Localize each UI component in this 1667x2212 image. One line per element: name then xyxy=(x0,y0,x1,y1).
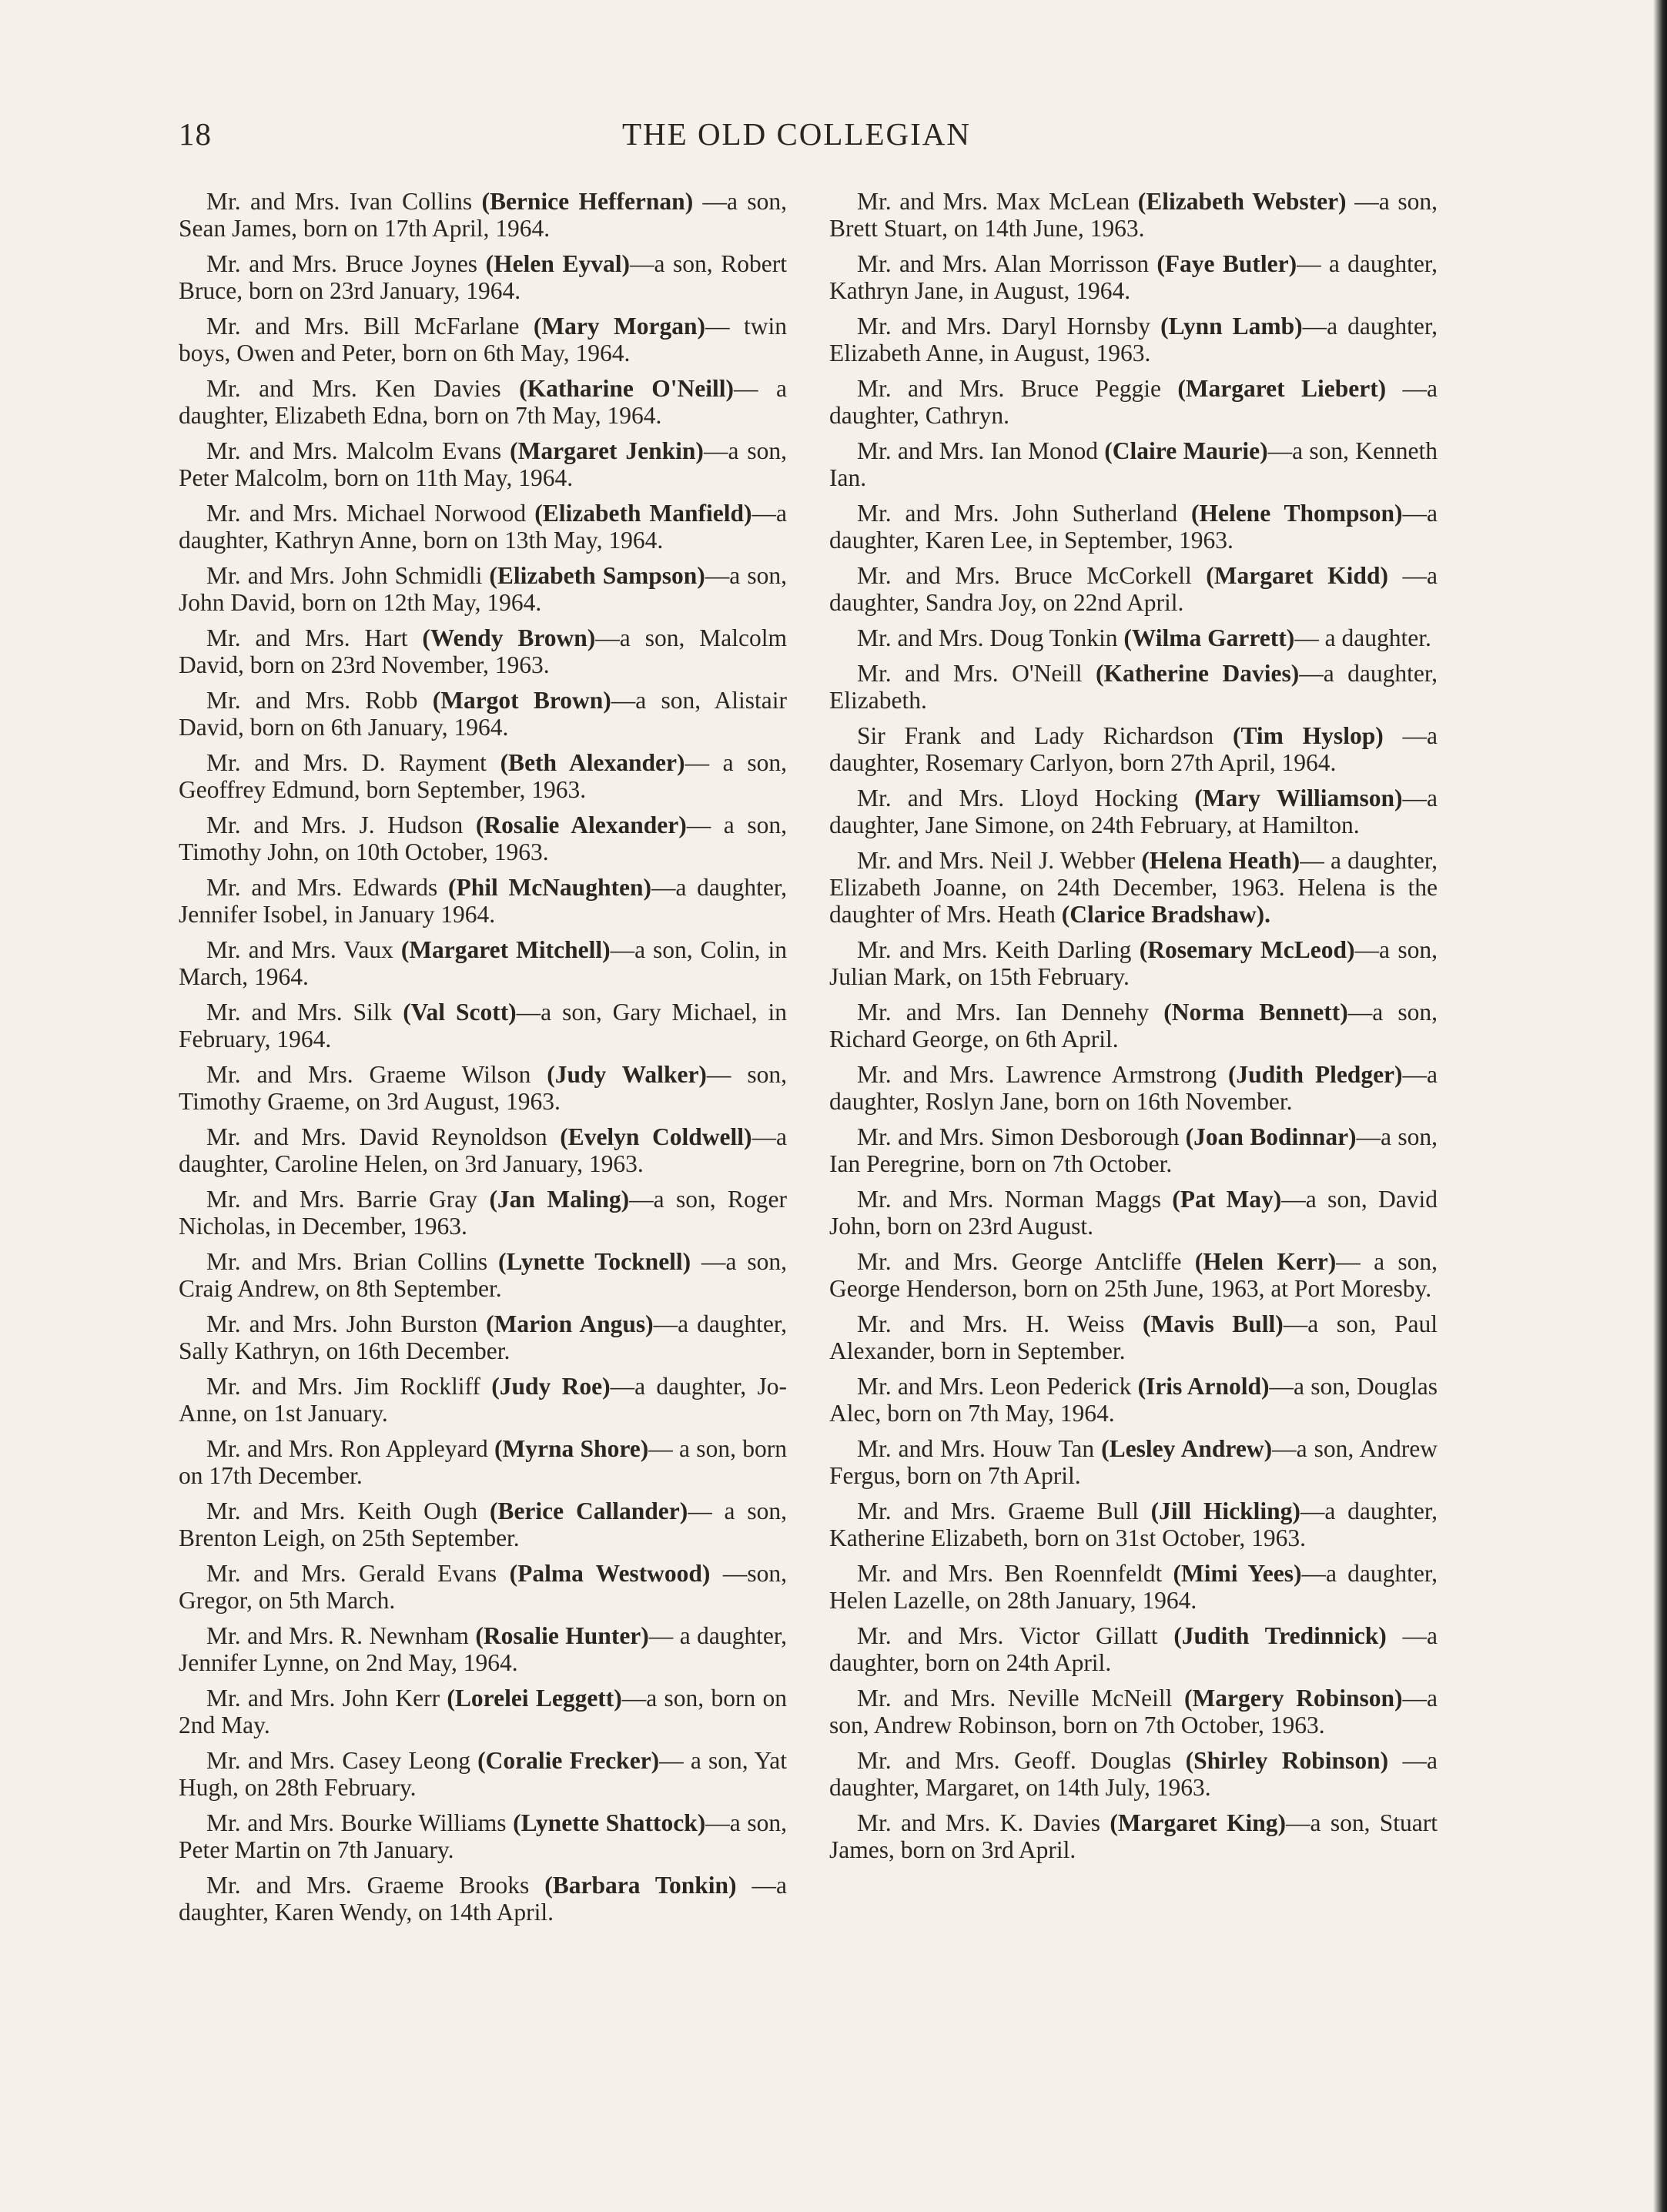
announcement-text: —a son, Brett Stuart, on 14th June, 1963. xyxy=(829,188,1438,242)
birth-announcement xyxy=(179,375,787,429)
announcement-text: Mr. and Mrs. Lloyd Hocking xyxy=(857,785,1195,812)
maiden-name: (Myrna Shore) xyxy=(494,1435,649,1462)
birth-announcement xyxy=(829,562,1438,616)
announcement-text: — a daughter, Kathryn Jane, in August, 1964. xyxy=(829,250,1438,304)
announcement-text: Mr. and Mrs. Ian Monod xyxy=(857,437,1105,464)
maiden-name: (Lorelei Leggett) xyxy=(447,1685,622,1712)
announcement-text: Mr. and Mrs. David Reynoldson xyxy=(206,1123,561,1150)
maiden-name: (Rosalie Hunter) xyxy=(475,1622,649,1649)
birth-announcement xyxy=(179,1809,787,1863)
announcement-text: —a son, Craig Andrew, on 8th September. xyxy=(179,1248,787,1302)
maiden-name: (Margery Robinson) xyxy=(1184,1685,1403,1712)
announcement-text: —a daughter, Kathryn Anne, born on 13th May, 1964. xyxy=(179,500,787,554)
maiden-name: (Lynette Tocknell) xyxy=(498,1248,691,1275)
maiden-name: (Helen Eyval) xyxy=(485,250,630,277)
announcement-text: Mr. and Mrs. J. Hudson xyxy=(206,812,476,838)
announcement-text: Mr. and Mrs. Simon Desborough xyxy=(857,1123,1186,1150)
announcement-text: Mr. and Mrs. John Schmidli xyxy=(206,562,490,589)
announcement-text: —a son, Ian Peregrine, born on 7th October. xyxy=(829,1123,1438,1177)
announcement-text: Mr. and Mrs. Ken Davies xyxy=(206,375,520,402)
maiden-name: (Coralie Frecker) xyxy=(477,1747,660,1774)
birth-announcement xyxy=(179,749,787,803)
announcement-text: Mr. and Mrs. John Burston xyxy=(206,1310,487,1337)
announcement-text: —a son, Peter Malcolm, born on 11th May, 1964. xyxy=(179,437,787,491)
maiden-name: (Elizabeth Webster) xyxy=(1137,188,1347,215)
announcement-text: —a son, Douglas Alec, born on 7th May, 1964. xyxy=(829,1373,1438,1427)
birth-announcement xyxy=(829,722,1438,776)
announcement-text: —a son, born on 2nd May. xyxy=(179,1685,788,1738)
maiden-name: (Lynette Shattock) xyxy=(513,1809,706,1836)
announcement-text: —a son, Kenneth Ian. xyxy=(829,437,1438,491)
maiden-name: (Margaret King) xyxy=(1110,1809,1287,1836)
birth-announcement xyxy=(829,936,1438,990)
announcement-text: Mr. and Mrs. Bourke Williams xyxy=(206,1809,514,1836)
maiden-name: (Val Scott) xyxy=(403,999,517,1026)
maiden-name: (Barbara Tonkin) xyxy=(544,1872,737,1899)
announcement-text: Mr. and Mrs. Casey Leong xyxy=(206,1747,478,1774)
announcement-text: Mr. and Mrs. George Antcliffe xyxy=(857,1248,1195,1275)
announcement-text: —a daughter, Elizabeth Anne, in August, 1963. xyxy=(829,313,1438,366)
maiden-name: (Margot Brown) xyxy=(432,687,611,714)
birth-announcement xyxy=(179,188,787,242)
announcement-text: —a son, Stuart James, born on 3rd April. xyxy=(829,1809,1438,1863)
announcement-text: Mr. and Mrs. Ron Appleyard xyxy=(206,1435,495,1462)
page-number: 18 xyxy=(179,116,212,152)
birth-announcement xyxy=(829,500,1438,554)
maiden-name: (Wilma Garrett) xyxy=(1123,624,1295,651)
birth-announcement xyxy=(829,847,1438,928)
announcement-text: —a daughter, Helen Lazelle, on 28th January, 1964. xyxy=(829,1560,1438,1614)
announcement-text: Mr. and Mrs. Max McLean xyxy=(857,188,1138,215)
maiden-name: (Norma Bennett) xyxy=(1163,999,1348,1026)
birth-announcement xyxy=(179,1622,787,1676)
announcement-text: Mr. and Mrs. O'Neill xyxy=(857,660,1096,687)
announcement-text: Mr. and Mrs. Neville McNeill xyxy=(857,1685,1185,1712)
announcement-text: —a son, Roger Nicholas, in December, 1963. xyxy=(179,1186,787,1240)
announcement-text: Mr. and Mrs. K. Davies xyxy=(857,1809,1110,1836)
announcement-text: Mr. and Mrs. Michael Norwood xyxy=(206,500,535,527)
birth-announcement xyxy=(179,1685,787,1738)
announcement-text: Mr. and Mrs. H. Weiss xyxy=(857,1310,1143,1337)
announcement-text: Mr. and Mrs. Doug Tonkin xyxy=(857,624,1124,651)
announcement-text: —a son, Andrew Fergus, born on 7th April. xyxy=(829,1435,1438,1489)
announcement-text: Mr. and Mrs. John Kerr xyxy=(206,1685,447,1712)
maiden-name: (Phil McNaughten) xyxy=(447,874,651,901)
maiden-name: (Elizabeth Sampson) xyxy=(489,562,705,589)
birth-announcement xyxy=(829,1747,1438,1801)
announcement-text: — a son, Geoffrey Edmund, born September, 1963. xyxy=(179,749,787,803)
maiden-name: (Mimi Yees) xyxy=(1173,1560,1302,1587)
birth-announcement xyxy=(829,999,1438,1052)
announcement-text: Mr. and Mrs. Vaux xyxy=(206,936,401,963)
announcement-text: Mr. and Mrs. Bill McFarlane xyxy=(206,313,534,340)
announcement-text: —a son, David John, born on 23rd August. xyxy=(829,1186,1438,1240)
birth-announcement xyxy=(829,1498,1438,1551)
announcement-text: —a daughter, Caroline Helen, on 3rd January, 1963. xyxy=(179,1123,788,1177)
announcement-text: —a son, Colin, in March, 1964. xyxy=(179,936,787,990)
announcement-text: —son, Gregor, on 5th March. xyxy=(179,1560,788,1614)
maiden-name: (Joan Bodinnar) xyxy=(1185,1123,1357,1150)
birth-announcement xyxy=(179,1186,787,1240)
maiden-name: (Shirley Robinson) xyxy=(1185,1747,1389,1774)
announcement-text: —a son, Gary Michael, in February, 1964. xyxy=(179,999,787,1052)
maiden-name: (Margaret Liebert) xyxy=(1177,375,1387,402)
birth-announcement xyxy=(829,1560,1438,1614)
birth-announcement xyxy=(829,1373,1438,1427)
birth-announcement xyxy=(179,1560,787,1614)
announcement-text: —a daughter, Cathryn. xyxy=(829,375,1438,429)
birth-announcement xyxy=(179,437,787,491)
running-title: THE OLD COLLEGIAN xyxy=(622,116,972,152)
maiden-name: (Mary Williamson) xyxy=(1194,785,1403,812)
announcement-text: —a son, Julian Mark, on 15th February. xyxy=(829,936,1438,990)
maiden-name: (Marion Angus) xyxy=(486,1310,654,1337)
announcement-text: —a daughter, Jo-Anne, on 1st January. xyxy=(179,1373,787,1427)
birth-announcement xyxy=(179,1123,787,1177)
birth-announcement xyxy=(179,562,787,616)
announcement-text: —a daughter, Katherine Elizabeth, born on 31st October, 1963. xyxy=(829,1498,1438,1551)
announcement-text: Mr. and Mrs. Ian Dennehy xyxy=(857,999,1164,1026)
birth-announcement xyxy=(179,1747,787,1801)
announcement-text: — a son, born on 17th December. xyxy=(179,1435,787,1489)
maiden-name: (Katherine Davies) xyxy=(1096,660,1300,687)
maiden-name: (Lynn Lamb) xyxy=(1160,313,1303,340)
announcement-text: Mr. and Mrs. Silk xyxy=(206,999,403,1026)
birth-announcement xyxy=(829,313,1438,366)
announcement-text: —a daughter, Roslyn Jane, born on 16th November. xyxy=(829,1061,1438,1115)
announcement-text: Mr. and Mrs. Keith Darling xyxy=(857,936,1140,963)
maiden-name: (Mavis Bull) xyxy=(1142,1310,1284,1337)
announcement-text: Mr. and Mrs. John Sutherland xyxy=(857,500,1191,527)
maiden-name: (Rosemary McLeod) xyxy=(1139,936,1355,963)
maiden-name: (Jan Maling) xyxy=(489,1186,630,1213)
maiden-name: (Margaret Jenkin) xyxy=(510,437,704,464)
announcement-text: — a daughter. xyxy=(1294,624,1431,651)
birth-announcement xyxy=(179,812,787,865)
announcement-text: —a daughter, Karen Lee, in September, 1963. xyxy=(829,500,1438,554)
birth-announcement xyxy=(179,999,787,1052)
announcement-text: Mr. and Mrs. Brian Collins xyxy=(206,1248,499,1275)
birth-announcement xyxy=(179,1061,787,1115)
announcement-text: —a daughter, Sally Kathryn, on 16th December. xyxy=(179,1310,787,1364)
announcement-text: —a daughter, Jennifer Isobel, in January 1964. xyxy=(179,874,787,928)
birth-announcement xyxy=(829,624,1438,651)
maiden-name: (Evelyn Coldwell) xyxy=(560,1123,752,1150)
right-column xyxy=(829,188,1438,1872)
announcement-text: —a daughter, Jane Simone, on 24th February, at Hamilton. xyxy=(829,785,1438,838)
announcement-text: — a son, Brenton Leigh, on 25th September. xyxy=(179,1498,787,1551)
maiden-name: (Elizabeth Manfield) xyxy=(534,500,752,527)
announcement-text: —a daughter, Margaret, on 14th July, 1963. xyxy=(829,1747,1438,1801)
maiden-name: (Faye Butler) xyxy=(1157,250,1297,277)
maiden-name: (Helena Heath) xyxy=(1141,847,1300,874)
announcement-text: Mr. and Mrs. Robb xyxy=(206,687,433,714)
page-edge-shadow xyxy=(1653,0,1667,2212)
birth-announcement xyxy=(829,250,1438,304)
announcement-text: —a son, Andrew Robinson, born on 7th October, 1963. xyxy=(829,1685,1438,1738)
announcement-text: —a daughter, Rosemary Carlyon, born 27th April, 1964. xyxy=(829,722,1438,776)
maiden-name: (Tim Hyslop) xyxy=(1232,722,1384,749)
maiden-name: (Judith Tredinnick) xyxy=(1173,1622,1387,1649)
birth-announcement xyxy=(179,874,787,928)
maiden-name: (Beth Alexander) xyxy=(500,749,685,776)
announcement-text: Mr. and Mrs. Victor Gillatt xyxy=(857,1622,1174,1649)
announcement-text: — son, Timothy Graeme, on 3rd August, 1963. xyxy=(179,1061,787,1115)
maiden-name: (Margaret Kidd) xyxy=(1206,562,1388,589)
announcement-text: Mr. and Mrs. Neil J. Webber xyxy=(857,847,1142,874)
announcement-text: —a son, Paul Alexander, born in September. xyxy=(829,1310,1438,1364)
announcement-text: — twin boys, Owen and Peter, born on 6th May, 1964. xyxy=(179,313,787,366)
announcement-text: Mr. and Mrs. Bruce Peggie xyxy=(857,375,1178,402)
announcement-text: Mr. and Mrs. Bruce Joynes xyxy=(206,250,486,277)
announcement-text: Mr. and Mrs. Hart xyxy=(206,624,423,651)
birth-announcement xyxy=(179,500,787,554)
announcement-text: Mr. and Mrs. Edwards xyxy=(206,874,448,901)
maiden-name: (Margaret Mitchell) xyxy=(400,936,611,963)
announcement-text: Mr. and Mrs. Daryl Hornsby xyxy=(857,313,1161,340)
birth-announcement xyxy=(179,687,787,741)
announcement-text: — a daughter, Elizabeth Edna, born on 7th May, 1964. xyxy=(179,375,788,429)
announcement-text: Mr. and Mrs. Geoff. Douglas xyxy=(857,1747,1186,1774)
announcement-text: Mr. and Mrs. Lawrence Armstrong xyxy=(857,1061,1228,1088)
announcement-text: Mr. and Mrs. Leon Pederick xyxy=(857,1373,1138,1400)
maiden-name: (Pat May) xyxy=(1172,1186,1282,1213)
maiden-name: (Judy Roe) xyxy=(491,1373,611,1400)
maiden-name: (Bernice Heffernan) xyxy=(481,188,694,215)
birth-announcement xyxy=(179,936,787,990)
announcement-text: Mr. and Mrs. Graeme Brooks xyxy=(206,1872,545,1899)
announcement-text: Sir Frank and Lady Richardson xyxy=(857,722,1233,749)
announcement-text: Mr. and Mrs. Barrie Gray xyxy=(206,1186,490,1213)
birth-announcement xyxy=(179,624,787,678)
maiden-name: (Helene Thompson) xyxy=(1190,500,1403,527)
announcement-text: —a son, Richard George, on 6th April. xyxy=(829,999,1438,1052)
maiden-name: (Judy Walker) xyxy=(547,1061,707,1088)
announcement-text: —a daughter, born on 24th April. xyxy=(829,1622,1438,1676)
announcement-text: Mr. and Mrs. Houw Tan xyxy=(857,1435,1102,1462)
birth-announcement xyxy=(829,1809,1438,1863)
announcement-text: —a son, Peter Martin on 7th January. xyxy=(179,1809,787,1863)
maiden-name: (Rosalie Alexander) xyxy=(475,812,687,838)
announcement-text: — a son, Timothy John, on 10th October, 1963. xyxy=(179,812,787,865)
birth-announcement xyxy=(179,1872,787,1926)
announcement-text: —a son, John David, born on 12th May, 1964. xyxy=(179,562,787,616)
announcement-text: Mr. and Mrs. Ben Roennfeldt xyxy=(857,1560,1173,1587)
maiden-name: (Jill Hickling) xyxy=(1150,1498,1300,1524)
birth-announcement xyxy=(179,1435,787,1489)
announcement-text: — a son, George Henderson, born on 25th June, 1963, at Port Moresby. xyxy=(829,1248,1438,1302)
announcement-text: Mr. and Mrs. Malcolm Evans xyxy=(206,437,510,464)
left-column xyxy=(179,188,787,1934)
birth-announcement xyxy=(829,1061,1438,1115)
birth-announcement xyxy=(829,1310,1438,1364)
announcement-text: Mr. and Mrs. Graeme Wilson xyxy=(206,1061,547,1088)
maiden-name: (Claire Maurie) xyxy=(1104,437,1268,464)
birth-announcement xyxy=(829,1685,1438,1738)
announcement-text: Mr. and Mrs. Alan Morrisson xyxy=(857,250,1157,277)
announcement-text: Mr. and Mrs. Bruce McCorkell xyxy=(857,562,1207,589)
birth-announcement xyxy=(829,437,1438,491)
birth-announcement xyxy=(179,250,787,304)
page-header xyxy=(0,115,1667,169)
birth-announcement xyxy=(179,313,787,366)
maiden-name: (Mary Morgan) xyxy=(533,313,705,340)
maiden-name: (Helen Kerr) xyxy=(1194,1248,1337,1275)
birth-announcement xyxy=(829,1123,1438,1177)
birth-announcement xyxy=(179,1498,787,1551)
announcement-text: —a daughter, Sandra Joy, on 22nd April. xyxy=(829,562,1438,616)
maiden-name: (Wendy Brown) xyxy=(422,624,596,651)
announcement-text: — a daughter, Jennifer Lynne, on 2nd May, 1964. xyxy=(179,1622,787,1676)
birth-announcement xyxy=(179,1310,787,1364)
birth-announcement xyxy=(179,1373,787,1427)
announcement-text: —a son, Alistair David, born on 6th January, 1964. xyxy=(179,687,787,741)
maiden-name: (Judith Pledger) xyxy=(1227,1061,1403,1088)
announcement-text: Mr. and Mrs. Jim Rockliff xyxy=(206,1373,492,1400)
announcement-text: —a son, Malcolm David, born on 23rd November, 1963. xyxy=(179,624,787,678)
birth-announcement xyxy=(829,1622,1438,1676)
announcement-text: — a daughter, Elizabeth Joanne, on 24th December, 1963. Helena is the daughter of Mrs. Heath xyxy=(829,847,1438,928)
birth-announcement xyxy=(829,1186,1438,1240)
birth-announcement xyxy=(829,1435,1438,1489)
birth-announcement xyxy=(829,188,1438,242)
maiden-name: (Iris Arnold) xyxy=(1137,1373,1270,1400)
announcement-text: —a son, Sean James, born on 17th April, 1964. xyxy=(179,188,787,242)
maiden-name: (Katharine O'Neill) xyxy=(519,375,735,402)
announcement-text: Mr. and Mrs. Graeme Bull xyxy=(857,1498,1151,1524)
maiden-name: (Berice Callander) xyxy=(489,1498,688,1524)
announcement-text: —a daughter, Elizabeth. xyxy=(829,660,1438,714)
birth-announcement xyxy=(829,1248,1438,1302)
announcement-text: — a son, Yat Hugh, on 28th February. xyxy=(179,1747,788,1801)
announcement-text: Mr. and Mrs. Keith Ough xyxy=(206,1498,490,1524)
announcement-text: —a daughter, Karen Wendy, on 14th April. xyxy=(179,1872,787,1926)
birth-announcement xyxy=(829,660,1438,714)
maiden-name: (Palma Westwood) xyxy=(509,1560,711,1587)
announcement-text: Mr. and Mrs. Ivan Collins xyxy=(206,188,482,215)
announcement-text: —a son, Robert Bruce, born on 23rd January, 1964. xyxy=(179,250,787,304)
maiden-name: (Lesley Andrew) xyxy=(1101,1435,1273,1462)
announcement-text: Mr. and Mrs. D. Rayment xyxy=(206,749,500,776)
birth-announcement xyxy=(829,375,1438,429)
birth-announcement xyxy=(179,1248,787,1302)
maiden-name: (Clarice Bradshaw). xyxy=(1061,901,1271,928)
birth-announcement xyxy=(829,785,1438,838)
announcement-text: Mr. and Mrs. Norman Maggs xyxy=(857,1186,1173,1213)
announcement-text: Mr. and Mrs. Gerald Evans xyxy=(206,1560,510,1587)
announcement-text: Mr. and Mrs. R. Newnham xyxy=(206,1622,476,1649)
